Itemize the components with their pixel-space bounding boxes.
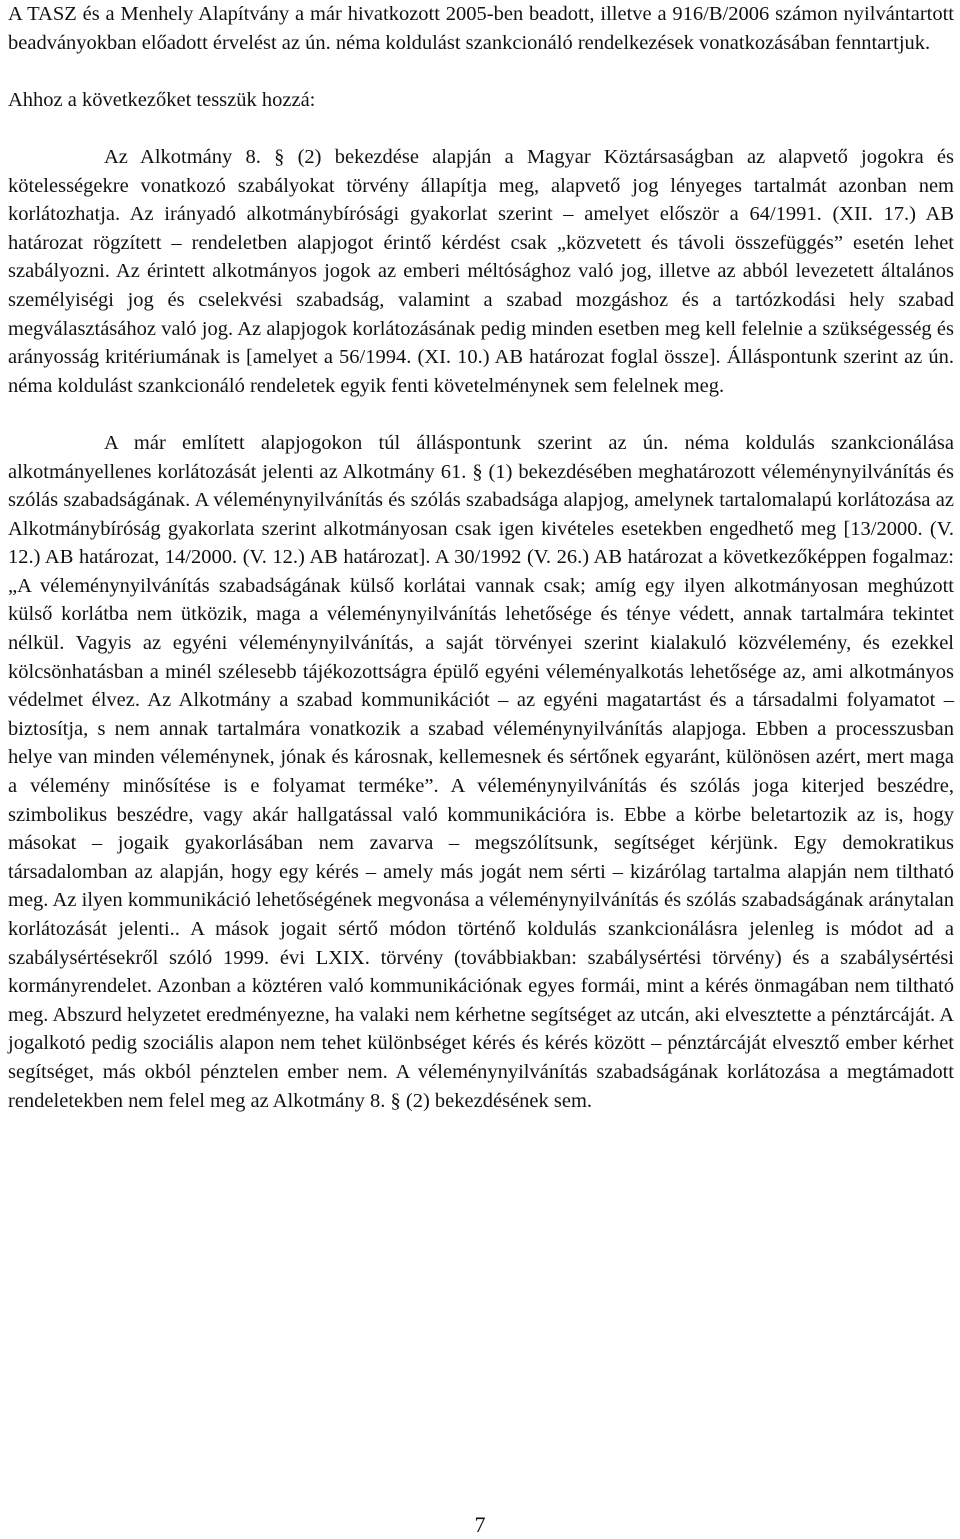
paragraph-constitution-8: Az Alkotmány 8. § (2) bekezdése alapján a Magyar Köztársaságban az alapvető jogokra és kötelességekre vonatkozó szabályokat törvény állapítja meg, alapvető jog lényeges tartalmát azonban nem korlátozhatja. Az irányadó alkotmánybírósági gyakorlat szerint – amelyet először a 64/1991. (XII. 17.) AB határozat rögzített – rendeletben alapjogot érintő kérdést csak „közvetett és távoli összefüggés” esetén lehet szabályozni. Az érintett alkotmányos jogok az emberi méltósághoz való jog, illetve az abból levezetett általános személyiségi jog és cselekvési szabadság, valamint a szabad mozgáshoz és a tartózkodási hely szabad megválasztásához való jog. Az alapjogok korlátozásának pedig minden esetben meg kell felelnie a szükségesség és arányosság kritériumának is [amelyet a 56/1994. (XI. 10.) AB határozat foglal össze]. Álláspontunk szerint az ún. néma koldulást szankcionáló rendeletek egyik fenti követelménynek sem felelnek meg.	[8, 145, 954, 397]
page-number: 7	[474, 1512, 486, 1537]
paragraph-addition: Ahhoz a következőket tesszük hozzá:	[8, 88, 316, 111]
paragraph-intro: A TASZ és a Menhely Alapítvány a már hivatkozott 2005-ben beadott, illetve a 916/B/2006 számon nyilvántartott beadványokban előadott érvelést az ún. néma koldulást szankcionáló rendelkezések vonatkozásában fenntartjuk.	[8, 3, 954, 54]
document-page	[8, 0, 954, 1115]
paragraph-free-speech: A már említett alapjogokon túl álláspontunk szerint az ún. néma koldulás szankcionálása alkotmányellenes korlátozását jelenti az Alkotmány 61. § (1) bekezdésében meghatározott véleménynyilvánítás és szólás szabadságának. A véleménynyilvánítás és szólás szabadsága alapjog, amelynek tartalomalapú korlátozása az Alkotmánybíróság gyakorlata szerint alkotmányosan csak igen kivételes esetekben engedhető meg [13/2000. (V. 12.) AB határozat, 14/2000. (V. 12.) AB határozat]. A 30/1992 (V. 26.) AB határozat a következőképpen fogalmaz: „A véleménynyilvánítás szabadságának külső korlátai vannak csak; amíg egy ilyen alkotmányosan meghúzott külső korlátba nem ütközik, maga a véleménynyilvánítás lehetősége és ténye védett, annak tartalmára tekintet nélkül. Vagyis az egyéni véleménynyilvánítás, a saját törvényei szerint kialakuló közvélemény, és ezekkel kölcsönhatásban a minél szélesebb tájékozottságra épülő egyéni véleményalkotás lehetősége az, ami alkotmányos védelmet élvez. Az Alkotmány a szabad kommunikációt – az egyéni magatartást és a társadalmi folyamatot – biztosítja, s nem annak tartalmára vonatkozik a szabad véleménynyilvánítás alapjoga. Ebben a processzusban helye van minden véleménynek, jónak és károsnak, kellemesnek és sértőnek egyaránt, különösen azért, mert maga a vélemény minősítése is e folyamat terméke”. A véleménynyilvánítás és szólás joga kiterjed beszédre, szimbolikus beszédre, vagy akár hallgatással való kommunikációra is. Ebbe a körbe beletartozik az is, hogy másokat – jogaik gyakorlásában nem zavarva – megszólítsunk, segítséget kérjünk. Egy demokratikus társadalomban az alapján, hogy egy kérés – amely más jogát nem sérti – kizárólag tartalma alapján nem tiltható meg. Az ilyen kommunikáció lehetőségének megvonása a véleménynyilvánítás és szólás szabadságának aránytalan korlátozását jelenti.. A mások jogait sértő módon történő koldulás szankcionálásra jelenleg is módot ad a szabálysértésekről szóló 1999. évi LXIX. törvény (továbbiakban: szabálysértési törvény) és a szabálysértési kormányrendelet. Azonban a köztéren való kommunikációnak egyes formái, mint a kérés önmagában nem tiltható meg. Abszurd helyzetet eredményezne, ha valaki nem kérhetne segítséget az utcán, aki elvesztette a pénztárcáját. A jogalkotó pedig szociális alapon nem tehet különbséget kérés és kérés között – pénztárcáját elvesztő ember kérhet segítséget, más okból pénztelen ember nem. A véleménynyilvánítás szabadságának korlátozása a megtámadott rendeletekben nem felel meg az Alkotmány 8. § (2) bekezdésének sem.	[8, 431, 954, 1112]
